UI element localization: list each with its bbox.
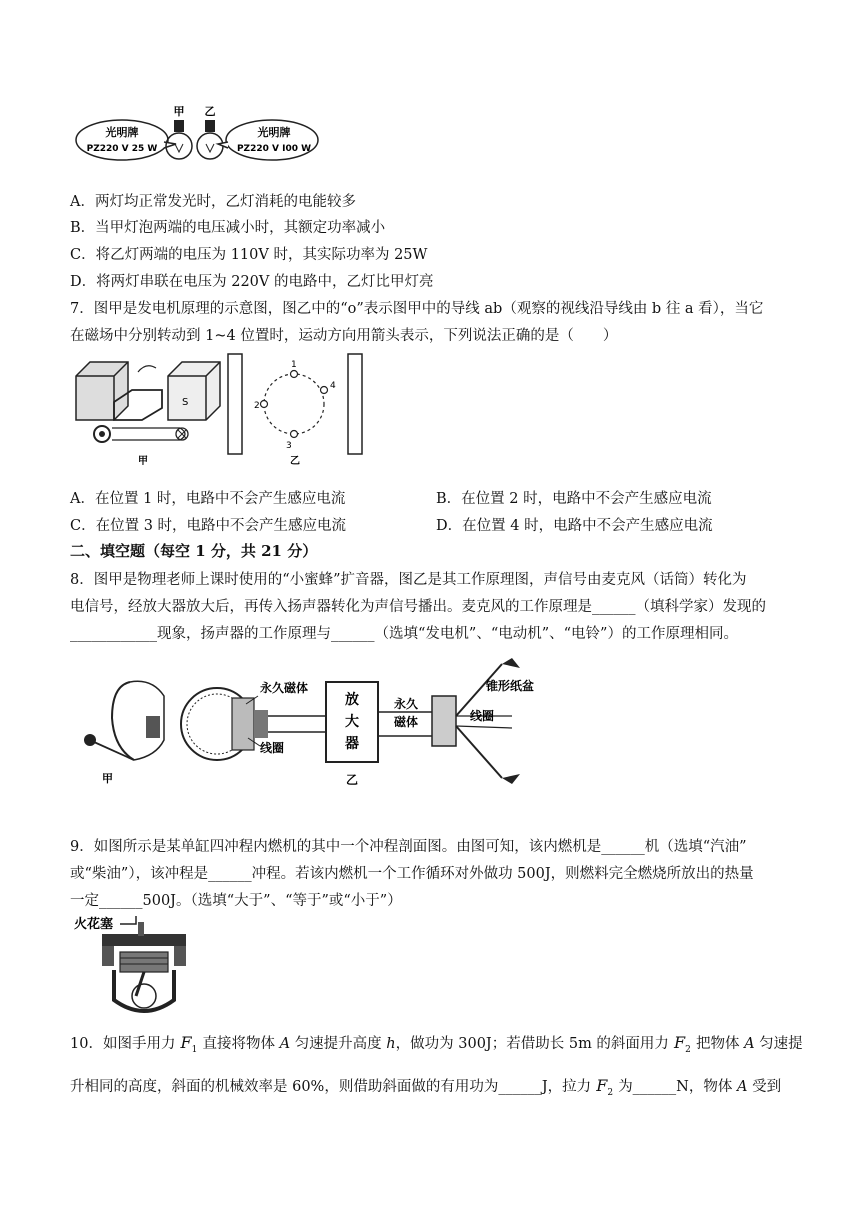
- amp-label-jia: 甲: [102, 772, 113, 785]
- mic-coil-label: 线圈: [260, 741, 285, 755]
- var-f1-letter: F: [180, 1033, 192, 1052]
- microphone-icon: [181, 688, 268, 760]
- right-bubble-spec: PZ220 V I00 W: [236, 144, 312, 154]
- q6-option-b: B．当甲灯泡两端的电压减小时，其额定功率减小: [70, 220, 386, 236]
- q10-text-2a: 升相同的高度，斜面的机械效率是 60%，则借助斜面做的有用功为______J，拉力: [70, 1079, 592, 1095]
- generator-label-jia: 甲: [138, 456, 148, 467]
- q10-stem-line1: [70, 1032, 803, 1055]
- q6-option-d: D．将两灯串联在电压为 220V 的电路中，乙灯比甲灯亮: [70, 274, 434, 290]
- var-f2-again: [591, 1076, 618, 1099]
- bulb-jia-icon: [166, 120, 192, 159]
- amp-label-yi: 乙: [346, 773, 359, 787]
- var-f2b-sub: 2: [607, 1088, 614, 1099]
- q9-stem-line2: 或“柴油”），该冲程是______冲程。若该内燃机一个工作循环对外做功 500J，则燃料完全燃烧所放出的热量: [70, 866, 754, 882]
- bulbs-figure: [72, 104, 322, 174]
- magnet-n-block: [76, 362, 128, 420]
- q10-text-2b: 为______N，物体: [618, 1079, 733, 1095]
- amplifier-char-2: 大: [345, 714, 359, 730]
- rotation-arrow: [138, 366, 156, 372]
- q8-stem-line3: ____________现象，扬声器的工作原理与______（选填“发电机”、“电动机”、“电铃”）的工作原理相同。: [70, 626, 738, 642]
- bulb-yi-icon: [197, 120, 223, 159]
- q10-text-1e: 把物体: [695, 1036, 740, 1052]
- q10-text-1b: 直接将物体: [202, 1036, 275, 1052]
- engine-figure: [72, 910, 202, 1022]
- q10-text-1f: 匀速提: [759, 1036, 803, 1052]
- q7-stem-line1: 7．图甲是发电机原理的示意图，图乙中的“o”表示图甲中的导线 ab（观察的视线沿导线由 b 往 a 看），当它: [70, 301, 764, 317]
- q6-option-c: C．将乙灯两端的电压为 110V 时，其实际功率为 25W: [70, 247, 428, 263]
- var-f1-sub: 1: [191, 1045, 198, 1056]
- var-a-1: A: [279, 1036, 291, 1052]
- var-h: h: [386, 1036, 396, 1052]
- amplifier-char-1: 放: [345, 692, 359, 708]
- speaker-cone-label: 锥形纸盆: [486, 679, 535, 693]
- q7-option-d: D．在位置 4 时，电路中不会产生感应电流: [436, 518, 713, 534]
- q6-option-a: A．两灯均正常发光时，乙灯消耗的电能较多: [70, 194, 356, 210]
- q10-stem-line2: [70, 1075, 781, 1098]
- q8-stem-line1: 8．图甲是物理老师上课时使用的“小蜜蜂”扩音器，图乙是其工作原理图，声信号由麦克风（话筒）转化为: [70, 572, 747, 588]
- bulb-label-jia: 甲: [173, 105, 185, 118]
- spark-plug-label: 火花塞: [74, 917, 114, 932]
- var-f2b-letter: F: [596, 1076, 608, 1095]
- crankcase: [114, 970, 174, 1011]
- piston: [120, 952, 168, 972]
- q10-text-1d: ，做功为 300J；若借助长 5m 的斜面用力: [395, 1036, 669, 1052]
- q7-option-a: A．在位置 1 时，电路中不会产生感应电流: [70, 491, 346, 507]
- section-2-heading: 二、填空题（每空 1 分，共 21 分）: [70, 542, 318, 560]
- q10-text-2c: 受到: [752, 1079, 782, 1095]
- speaker-magnet-label-1: 永久: [394, 697, 419, 711]
- amplifier-char-3: 器: [345, 736, 359, 752]
- svg-text:S: S: [182, 397, 189, 408]
- amplifier-figure: [72, 656, 792, 790]
- var-f2: [669, 1033, 696, 1056]
- position-4: 4: [330, 381, 336, 391]
- var-f1: [175, 1033, 202, 1056]
- headset-mic-icon: [84, 681, 164, 760]
- q8-stem-line2: 电信号，经放大器放大后，再传入扬声器转化为声信号播出。麦克风的工作原理是______（填科学家）发现的: [70, 599, 766, 615]
- q7-option-c: C．在位置 3 时，电路中不会产生感应电流: [70, 518, 347, 534]
- mic-magnet-label: 永久磁体: [260, 681, 309, 695]
- right-bubble-brand: 光明牌: [257, 126, 291, 139]
- generator-figure: [72, 352, 372, 470]
- bulb-label-yi: 乙: [204, 105, 216, 118]
- var-a-3: A: [736, 1079, 748, 1095]
- q10-text-1a: 10．如图手用力: [70, 1036, 176, 1052]
- generator-label-yi: 乙: [290, 456, 300, 467]
- left-bubble-spec: PZ220 V 25 W: [86, 144, 158, 154]
- magnet-pole-right: [348, 354, 362, 454]
- var-a-2: A: [744, 1036, 755, 1052]
- position-1: 1: [291, 360, 297, 370]
- q9-stem-line3: 一定______500J。（选填“大于”、“等于”或“小于”）: [70, 893, 402, 909]
- speaker-coil-label: 线圈: [470, 709, 495, 723]
- position-2: 2: [254, 401, 260, 411]
- var-f2-letter: F: [674, 1033, 686, 1052]
- rotation-path: [264, 374, 324, 434]
- position-3: 3: [286, 441, 292, 451]
- magnet-s-block: [168, 362, 220, 420]
- left-bubble-brand: 光明牌: [105, 126, 139, 139]
- q7-stem-line2: 在磁场中分别转动到 1~4 位置时，运动方向用箭头表示，下列说法正确的是（ ）: [70, 328, 618, 344]
- q7-option-b: B．在位置 2 时，电路中不会产生感应电流: [436, 491, 712, 507]
- q9-stem-line1: 9．如图所示是某单缸四冲程内燃机的其中一个冲程剖面图。由图可知，该内燃机是______机（选填“汽油”: [70, 839, 747, 855]
- magnet-pole-left: [228, 354, 242, 454]
- var-f2-sub: 2: [685, 1045, 691, 1056]
- q10-text-1c: 匀速提升高度: [294, 1036, 382, 1052]
- speaker-magnet-label-2: 磁体: [394, 715, 419, 729]
- brushes-and-wires: [94, 426, 188, 442]
